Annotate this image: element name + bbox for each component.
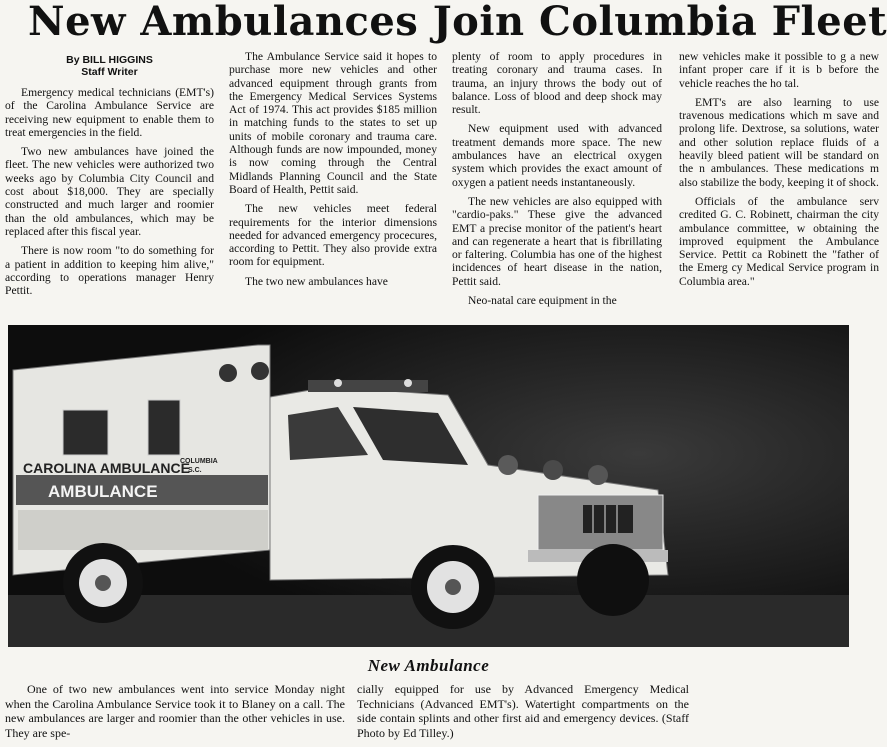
paragraph: new vehicles make it possible to g a new infant proper care if it is b before the vehicle reaches the ho tal.	[679, 50, 879, 90]
paragraph: The new vehicles meet federal requirements for the interior dimensions needed for advanced emergency procecures, according to Pettit. They also provide extra room for equipment.	[229, 202, 437, 269]
paragraph: Emergency medical technicians (EMT's) of the Carolina Ambulance Service are receiving new equipment to enable them to treat emergencies in the field.	[5, 86, 214, 139]
article-column-3	[452, 50, 662, 313]
paragraph: Neo-natal care equipment in the	[468, 294, 617, 308]
byline	[5, 54, 214, 78]
paragraph: Two new ambulances have joined the fleet. The new vehicles were authorized two weeks ago by Columbia City Council and cost about $18,000. They are specially constructed and much larger and roomier than the old ambulances, which may be replaced after this fiscal year.	[5, 145, 214, 238]
paragraph: The Ambulance Service said it hopes to purchase more new vehicles and other advanced equipment through grants from the Emergency Medical Services Systems Act of 1974. This act provides $185 million in matching funds to the states to set up units of mobile coronary and trauma care. Although funds are now impounded, money is now coming through the Central Midlands Planning Council and the State Board of Health, Pettit said.	[229, 50, 437, 196]
photo-sign-state: S.C.	[188, 467, 202, 474]
caption-text: One of two new ambulances went into service Monday night when the Carolina Ambulance Service took it to Blaney on a call. The new ambulances are larger and roomier than the other vehicles in use. They are spe-	[5, 682, 345, 740]
paragraph: The two new ambulances have	[245, 274, 388, 288]
caption-title: New Ambulance	[367, 656, 490, 675]
article-column-4	[679, 50, 879, 294]
article-column-1	[5, 50, 214, 303]
photo-sign-columbia: COLUMBIA	[180, 458, 218, 465]
caption-text: cially equipped for use by Advanced Emergency Medical Technicians (Advanced EMT's). Watertight compartments on the side contain splints and other first aid and emergency devices. (Staff Photo by Ed Tilley.)	[357, 682, 689, 740]
paragraph: There is now room "to do something for a patient in addition to keeping him alive," according to operations manager Henry Pettit.	[5, 244, 214, 298]
caption-column-1	[5, 682, 345, 740]
paragraph: EMT's are also learning to use travenous medications which m save and prolong life. Dextrose, sa solutions, water and other solution replace fluids of a heavily bleed patient will be standard on the n ambulances. These medications m also stabilize the body, keeping it of shock.	[679, 95, 879, 189]
photo-sign-carolina: CAROLINA AMBULANCE	[23, 460, 190, 476]
caption-column-2	[357, 682, 689, 740]
paragraph: New equipment used with advanced treatment demands more space. The new ambulances have an electrical oxygen system which provides the exact amount of oxygen a patient needs instantaneously.	[452, 122, 662, 189]
headline: New Ambulances Join Columbia Fleet	[28, 0, 887, 45]
byline-author: By BILL HIGGINS	[66, 54, 153, 66]
paragraph: Officials of the ambulance serv credited G. C. Robinett, chairman the city ambulance committee, w obtaining the improved equipment the Ambulance Service. Pettit ca Robinett the "father of the Emerg cy Medical Service program in Columbia area."	[679, 194, 879, 288]
paragraph: The new vehicles are also equipped with "cardio-paks." These give the advanced EMT a precise monitor of the patient's heart and can regenerate a heart that is fibrillating or faltering. Columbia has one of the highest incidences of heart disease in the nation, Pettit said.	[452, 194, 662, 288]
byline-role: Staff Writer	[81, 66, 138, 78]
paragraph: plenty of room to apply procedures in treating coronary and trauma cases. In trauma, an injury throws the body out of balance. Loss of blood and deep shock may result.	[452, 50, 662, 117]
article-column-2	[229, 50, 437, 294]
photo-sign-ambulance: AMBULANCE	[48, 482, 158, 501]
ambulance-photo	[8, 325, 849, 647]
